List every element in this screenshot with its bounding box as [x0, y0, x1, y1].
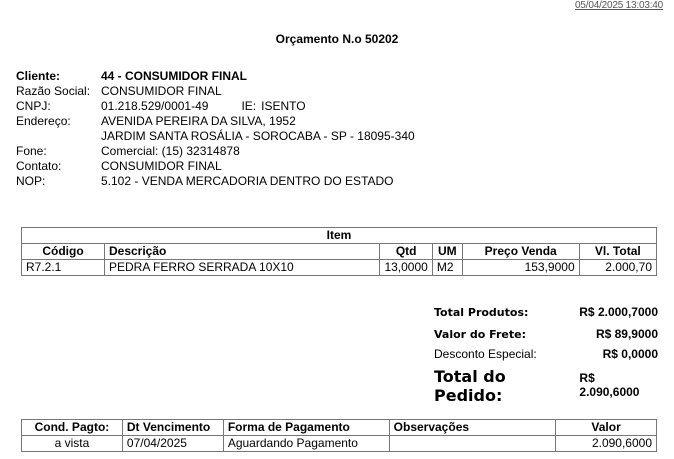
fone-row	[16, 144, 415, 159]
cell-valor: 2.090,6000	[556, 436, 657, 452]
header-qtd: Qtd	[380, 244, 432, 260]
endereco-line2-label	[16, 129, 101, 144]
cell-vl-total: 2.000,70	[579, 260, 656, 276]
razao-social-value: CONSUMIDOR FINAL	[101, 84, 222, 98]
endereco-label: Endereço:	[16, 114, 71, 128]
total-produtos-row	[434, 305, 658, 327]
cnpj-label: CNPJ:	[16, 99, 51, 113]
contato-row	[16, 159, 415, 174]
cell-codigo: R7.2.1	[22, 260, 105, 276]
fone-label: Fone:	[16, 144, 47, 158]
client-row	[16, 69, 415, 84]
desconto-label: Desconto Especial:	[434, 347, 537, 361]
items-header-row	[22, 244, 657, 260]
client-label: Cliente:	[16, 69, 61, 83]
ie-value: ISENTO	[261, 99, 306, 113]
items-caption: Item	[22, 228, 657, 244]
razao-social-row	[16, 84, 415, 99]
items-caption-row	[22, 228, 657, 244]
payments-header-row	[22, 420, 657, 436]
header-cond-pagto: Cond. Pagto:	[22, 420, 123, 436]
desconto-row	[434, 347, 658, 367]
print-timestamp: 05/04/2025 13:03:40	[575, 0, 663, 11]
nop-label: NOP:	[16, 174, 46, 188]
endereco-line2-row	[16, 129, 415, 144]
table-row	[22, 436, 657, 452]
header-dt-vencimento: Dt Vencimento	[122, 420, 223, 436]
nop-value: 5.102 - VENDA MERCADORIA DENTRO DO ESTADO	[101, 174, 394, 188]
cell-forma-pagamento: Aguardando Pagamento	[223, 436, 389, 452]
client-info	[16, 69, 415, 189]
total-produtos-label: Total Produtos:	[434, 306, 529, 319]
valor-frete-label: Valor do Frete:	[434, 328, 526, 341]
cnpj-value: 01.218.529/0001-49	[101, 99, 209, 113]
header-descricao: Descrição	[104, 244, 379, 260]
cell-qtd: 13,0000	[380, 260, 432, 276]
endereco-line2-value: JARDIM SANTA ROSÁLIA - SOROCABA - SP - 18095-340	[101, 129, 415, 143]
table-row	[22, 260, 657, 276]
total-produtos-value: R$ 2.000,7000	[579, 305, 658, 319]
total-pedido-row	[434, 367, 658, 405]
endereco-row	[16, 114, 415, 129]
cell-cond-pagto: a vista	[22, 436, 123, 452]
desconto-value: R$ 0,0000	[602, 347, 658, 361]
cell-dt-vencimento: 07/04/2025	[122, 436, 223, 452]
totals-block	[434, 305, 658, 405]
header-forma-pagamento: Forma de Pagamento	[223, 420, 389, 436]
ie-label: IE:	[241, 99, 257, 113]
cell-preco-venda: 153,9000	[462, 260, 579, 276]
valor-frete-row	[434, 327, 658, 347]
cnpj-row	[16, 99, 415, 114]
nop-row	[16, 174, 415, 189]
header-vl-total: Vl. Total	[579, 244, 656, 260]
header-observacoes: Observações	[389, 420, 556, 436]
fone-value: Comercial: (15) 32314878	[101, 144, 240, 158]
total-pedido-value: R$ 2.090,6000	[579, 371, 640, 399]
endereco-value: AVENIDA PEREIRA DA SILVA, 1952	[101, 114, 296, 128]
contato-label: Contato:	[16, 159, 62, 173]
razao-social-label: Razão Social:	[16, 84, 91, 98]
page-title: Orçamento N.o 50202	[275, 32, 399, 46]
valor-frete-value: R$ 89,9000	[595, 327, 658, 341]
cell-um: M2	[432, 260, 462, 276]
cell-observacoes	[389, 436, 556, 452]
client-value: 44 - CONSUMIDOR FINAL	[101, 69, 248, 83]
items-table	[21, 227, 657, 276]
header-codigo: Código	[22, 244, 105, 260]
contato-value: CONSUMIDOR FINAL	[101, 159, 222, 173]
header-valor: Valor	[556, 420, 657, 436]
total-pedido-label: Total do Pedido:	[434, 367, 506, 405]
payments-table	[21, 419, 657, 452]
header-um: UM	[432, 244, 462, 260]
cell-descricao: PEDRA FERRO SERRADA 10X10	[104, 260, 379, 276]
header-preco-venda: Preço Venda	[462, 244, 579, 260]
